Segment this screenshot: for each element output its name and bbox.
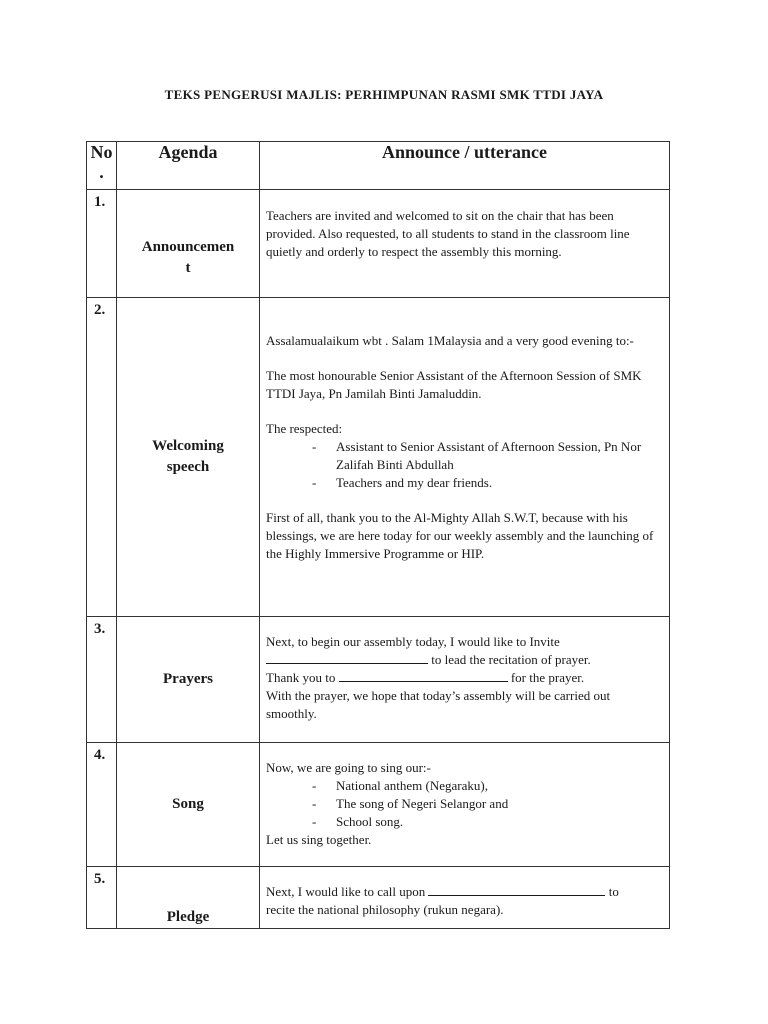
- respected-text: [266, 420, 663, 438]
- agenda-item: [117, 298, 260, 617]
- agenda-label: Song: [172, 796, 204, 812]
- announcement-cell: [260, 743, 670, 867]
- agenda-item: [117, 867, 260, 929]
- announcement-cell: [260, 867, 670, 929]
- song-list: [266, 777, 663, 831]
- list-item-text: National anthem (Negaraku),: [336, 778, 488, 793]
- row-number: 1.: [87, 190, 117, 298]
- list-item: [266, 777, 663, 795]
- announcement-cell: [260, 617, 670, 743]
- agenda-label: Welcoming: [152, 438, 224, 454]
- list-item-text: The song of Negeri Selangor and: [336, 796, 509, 811]
- dash-icon: -: [312, 475, 317, 490]
- fill-in-blank: [266, 651, 428, 664]
- agenda-label-cont: speech: [166, 459, 210, 475]
- honourable-text: The most honourable Senior Assistant of the Afternoon Session of SMK TTDI Jaya, Pn Jamilah Binti Jamaluddin.: [266, 368, 642, 401]
- dash-icon: -: [312, 778, 317, 793]
- thanks-line: [266, 669, 663, 687]
- list-item-text: Assistant to Senior Assistant of Afternoon Session, Pn Nor Zalifah Binti Abdullah: [336, 439, 642, 472]
- list-item-text: School song.: [336, 814, 404, 829]
- dash-icon: -: [312, 439, 317, 454]
- announcement-cell: [260, 190, 670, 298]
- dash-icon: -: [312, 796, 317, 811]
- agenda-label: Pledge: [166, 909, 210, 925]
- header-no-label: No: [90, 142, 113, 162]
- respected-label: The respected:: [266, 421, 343, 436]
- row-number: 4.: [87, 743, 117, 867]
- respected-list: [266, 438, 663, 492]
- dash-icon: -: [312, 814, 317, 829]
- list-item-text: Teachers and my dear friends.: [336, 475, 493, 490]
- pledge-text: recite the national philosophy (rukun negara).: [266, 902, 504, 917]
- agenda-item: [117, 617, 260, 743]
- thanks-label: Thank you to: [266, 670, 336, 685]
- header-announce: Announce / utterance: [260, 142, 670, 190]
- header-no: [87, 142, 117, 190]
- table-row: [87, 617, 670, 743]
- document-title: TEKS PENGERUSI MAJLIS: PERHIMPUNAN RASMI SMK TTDI JAYA: [164, 87, 604, 102]
- table-row: [87, 743, 670, 867]
- agenda-label: Prayers: [163, 671, 213, 687]
- agenda-item: [117, 743, 260, 867]
- table-header-row: [87, 142, 670, 190]
- pledge-line: [266, 883, 663, 901]
- invite-blank-line: [266, 651, 663, 669]
- agenda-label-cont: t: [185, 259, 191, 276]
- agenda-item: [117, 190, 260, 298]
- agenda-table: [86, 141, 670, 929]
- row-number: 2.: [87, 298, 117, 617]
- agenda-label: Announcemen: [141, 238, 235, 255]
- row-number: 3.: [87, 617, 117, 743]
- header-agenda: Agenda: [117, 142, 260, 190]
- pledge-label: Next, I would like to call upon: [266, 884, 426, 899]
- list-item: [266, 813, 663, 831]
- invite-line: Next, to begin our assembly today, I would like to Invite: [266, 634, 560, 649]
- greeting-text: Assalamualaikum wbt . Salam 1Malaysia and a very good evening to:-: [266, 333, 634, 348]
- prayer-hope-text: With the prayer, we hope that today’s assembly will be carried out smoothly.: [266, 688, 611, 721]
- fill-in-blank: [428, 883, 605, 896]
- fill-in-blank: [339, 669, 508, 682]
- table-row: [87, 190, 670, 298]
- thanks-text: First of all, thank you to the Al-Mighty Allah S.W.T, because with his blessings, we are here today for our weekly assembly and the launching of the Highly Immersive Programme or HIP.: [266, 510, 654, 561]
- table-row: [87, 298, 670, 617]
- row-number: 5.: [87, 867, 117, 929]
- pledge-line-cont: to: [608, 884, 619, 899]
- announcement-cell: [260, 298, 670, 617]
- list-item: [266, 795, 663, 813]
- song-outro: Let us sing together.: [266, 832, 372, 847]
- announcement-text: Teachers are invited and welcomed to sit on the chair that has been provided. Also requested, to all students to stand in the classroom line quietly and orderly to respect the assembly this morning.: [266, 208, 630, 259]
- list-item: [266, 438, 663, 474]
- table-row: [87, 867, 670, 929]
- thanks-line-cont: for the prayer.: [510, 670, 585, 685]
- invite-line-cont: to lead the recitation of prayer.: [431, 652, 591, 667]
- list-item: [266, 474, 663, 492]
- song-intro: Now, we are going to sing our:-: [266, 760, 431, 775]
- header-no-dot: .: [99, 162, 104, 182]
